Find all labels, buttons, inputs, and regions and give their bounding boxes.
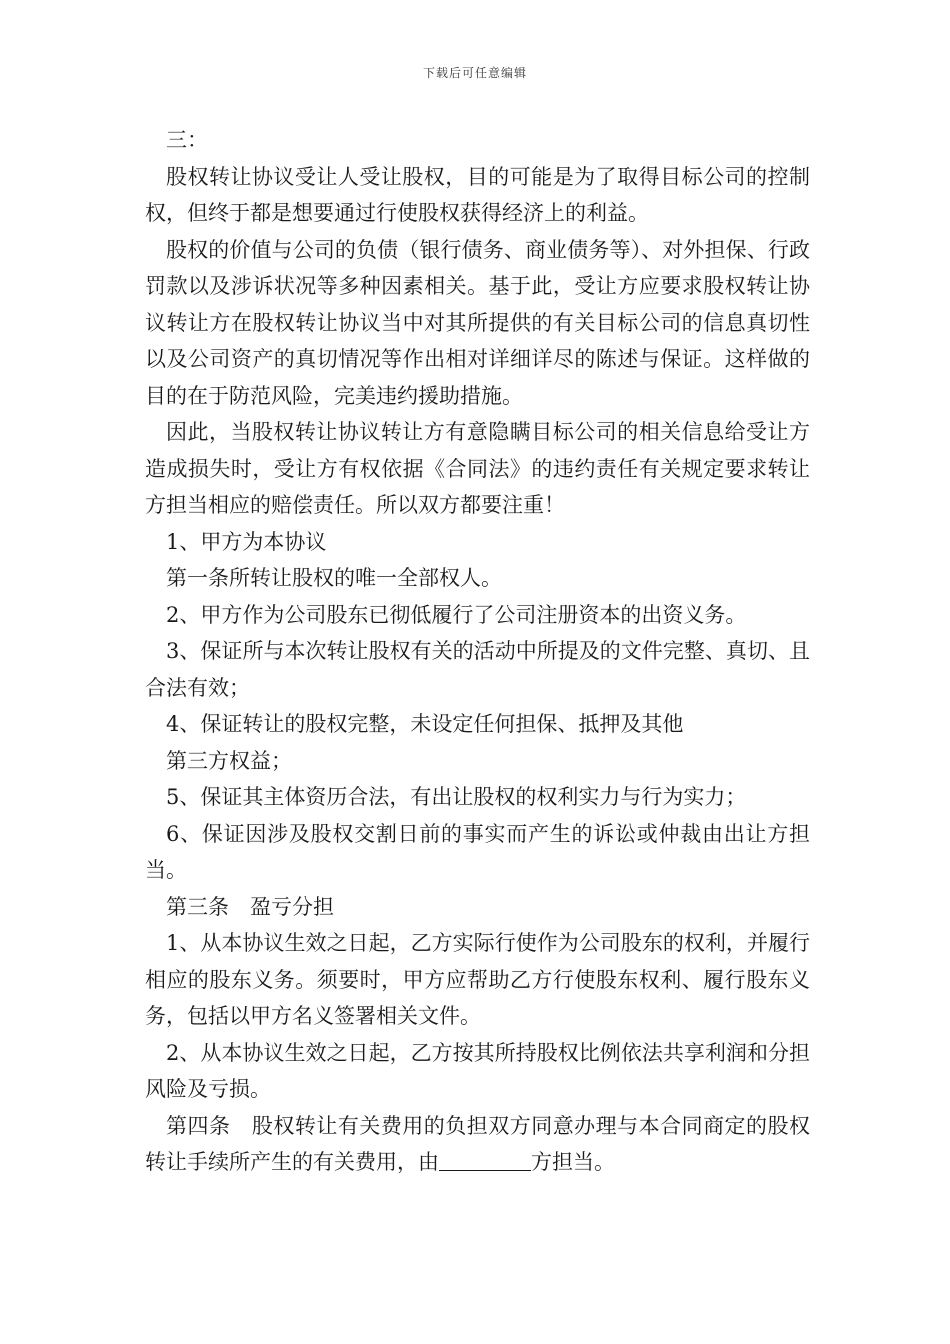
article-text-end: 方担当。 [531,1150,615,1174]
fill-in-blank [439,1148,531,1171]
paragraph: 第一条所转让股权的唯一全部权人。 [166,566,502,590]
article-paragraph [145,1108,810,1181]
list-item: 1、甲方为本协议 [166,529,327,554]
paragraph: 第三方权益； [166,748,292,773]
paragraph: 因此，当股权转让协议转让方有意隐瞒目标公司的相关信息给受让方造成损失时，受让方有权依据《合同法》的违约责任有关规定要求转让方担当相应的赔偿责任。所以双方都要注重！ [145,420,810,517]
list-item: 6、保证因涉及股权交割日前的事实而产生的诉讼或仲裁由出让方担当。 [145,821,810,882]
paragraph: 股权转让协议受让人受让股权，目的可能是为了取得目标公司的控制权，但终于都是想要通过行使股权获得经济上的利益。 [145,164,810,225]
list-item: 3、保证所与本次转让股权有关的活动中所提及的文件完整、真切、且合法有效； [145,639,810,700]
list-item: 5、保证其主体资历合法，有出让股权的权利实力与行为实力； [166,785,747,809]
page-header-note: 下载后可任意编辑 [422,66,527,80]
document-body [145,122,810,1181]
list-item: 2、甲方作为公司股东已彻低履行了公司注册资本的出资义务。 [166,602,747,627]
article-text: 第四条 股权转让有关费用的负担双方同意办理与本合同商定的股权转让手续所产生的有关费用，由 [145,1113,810,1174]
list-item: 4、保证转让的股权完整，未设定任何担保、抵押及其他 [166,712,684,736]
paragraph: 股权的价值与公司的负债（银行债务、商业债务等）、对外担保、行政罚款以及涉诉状况等多种因素相关。基于此，受让方应要求股权转让协议转让方在股权转让协议当中对其所提供的有关目标公司的信息真切性以及公司资产的真切情况等作出相对详细详尽的陈述与保证。这样做的目的在于防范风险，完美违约援助措施。 [145,237,810,408]
section-heading: 三： [166,128,208,152]
article-heading: 第三条 盈亏分担 [166,894,334,919]
list-item: 1、从本协议生效之日起，乙方实际行使作为公司股东的权利，并履行相应的股东义务。须要时，甲方应帮助乙方行使股东权利、履行股东义务，包括以甲方名义签署相关文件。 [145,931,810,1028]
list-item: 2、从本协议生效之日起，乙方按其所持股权比例依法共享利润和分担风险及亏损。 [145,1040,810,1101]
